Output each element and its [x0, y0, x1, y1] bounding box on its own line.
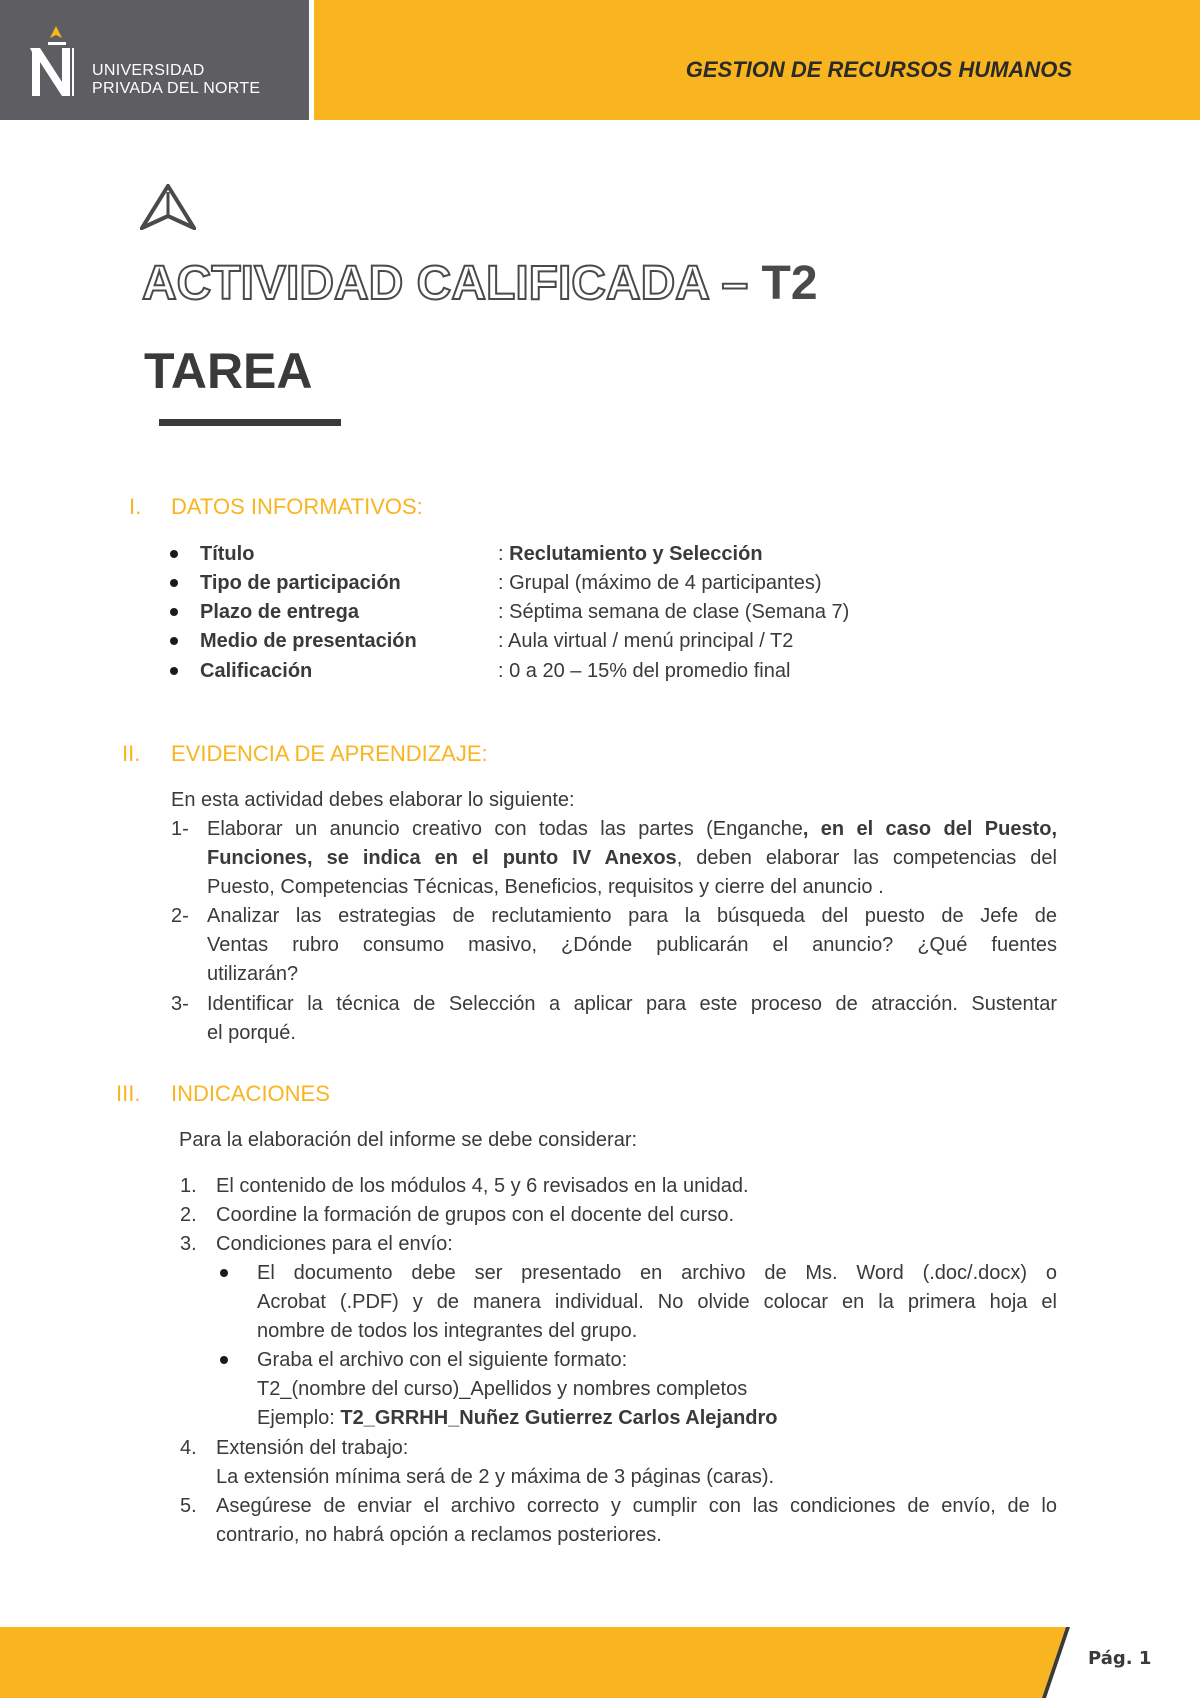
section2-title: EVIDENCIA DE APRENDIZAJE:: [171, 741, 488, 766]
evidence-item-1-line2: [207, 844, 1057, 873]
info-value: : 0 a 20 – 15% del promedio final: [498, 660, 791, 682]
evidence-item-2-line3: utilizarán?: [207, 963, 299, 985]
section2-intro: En esta actividad debes elaborar lo siguiente:: [171, 789, 575, 811]
text-run: Ejemplo:: [257, 1407, 341, 1429]
section1-number: I.: [129, 494, 142, 519]
info-value-text: Grupal (máximo de 4 participantes): [509, 572, 822, 594]
info-value-text: Reclutamiento y Selección: [509, 543, 763, 565]
evidence-item-2-line1: Analizar las estrategias de reclutamiento para la búsqueda del puesto de Jefe de: [207, 905, 1057, 927]
info-value-text: Séptima semana de clase (Semana 7): [509, 601, 850, 623]
university-logo-icon: [26, 26, 80, 98]
university-name: [92, 62, 260, 98]
evidence-item-3-line2: el porqué.: [207, 1022, 296, 1044]
university-line2: PRIVADA DEL NORTE: [92, 80, 261, 97]
text-run: Elaborar un anuncio creativo con todas las partes (Enganche: [207, 818, 803, 840]
activity-code: T2: [761, 257, 818, 310]
list-marker: 5.: [180, 1495, 197, 1517]
bullet-icon: [220, 1269, 228, 1277]
section3-intro: Para la elaboración del informe se debe considerar:: [179, 1129, 638, 1151]
activity-title: [142, 256, 818, 311]
indication-item-5-line1: Asegúrese de enviar el archivo correcto y cumplir con las condiciones de envío, de lo: [216, 1495, 1057, 1517]
info-label: Tipo de participación: [200, 572, 401, 594]
info-value-text: 0 a 20 – 15% del promedio final: [509, 660, 791, 682]
info-label: Título: [200, 543, 255, 565]
navigation-arrow-icon: [140, 184, 196, 230]
indication-item-1: El contenido de los módulos 4, 5 y 6 revisados en la unidad.: [216, 1175, 749, 1197]
bullet-icon: [170, 550, 178, 558]
footer-bar: [0, 1627, 1200, 1698]
sub-bullet-1-line2: Acrobat (.PDF) y de manera individual. No olvide colocar en la primera hoja el: [257, 1291, 1057, 1313]
sub-bullet-1-line3: nombre de todos los integrantes del grupo.: [257, 1320, 638, 1342]
evidence-item-3-line1: Identificar la técnica de Selección a aplicar para este proceso de atracción. Sustentar: [207, 993, 1057, 1015]
evidence-item-1-line1: [207, 815, 1057, 844]
list-marker: 4.: [180, 1437, 197, 1459]
evidence-item-2-line2: Ventas rubro consumo masivo, ¿Dónde publicarán el anuncio? ¿Qué fuentes: [207, 934, 1057, 956]
text-run-bold: Funciones, se indica en el punto IV Anexos: [207, 847, 677, 869]
sub-bullet-1-line1: El documento debe ser presentado en archivo de Ms. Word (.doc/.docx) o: [257, 1262, 1057, 1284]
section3-number: III.: [116, 1081, 141, 1106]
list-marker: 3.: [180, 1233, 197, 1255]
section2-number: II.: [122, 741, 141, 766]
indication-item-3: Condiciones para el envío:: [216, 1233, 453, 1255]
evidence-item-1-line3: Puesto, Competencias Técnicas, Beneficios, requisitos y cierre del anuncio .: [207, 876, 884, 898]
text-run: , deben elaborar las competencias del: [676, 847, 1057, 869]
title-underline: [159, 419, 341, 426]
course-title: GESTION DE RECURSOS HUMANOS: [685, 57, 1072, 82]
indication-item-4: Extensión del trabajo:: [216, 1437, 409, 1459]
list-marker: 2.: [180, 1204, 197, 1226]
bullet-icon: [170, 637, 178, 645]
bullet-icon: [170, 579, 178, 587]
info-label: Medio de presentación: [200, 630, 417, 652]
info-value: : Reclutamiento y Selección: [498, 543, 763, 565]
list-marker: 1-: [171, 818, 189, 840]
sub-bullet-2-line3: [257, 1404, 778, 1433]
info-value: : Aula virtual / menú principal / T2: [498, 630, 794, 652]
section3-title: INDICACIONES: [171, 1081, 330, 1106]
section1-title: DATOS INFORMATIVOS:: [171, 494, 423, 519]
info-value: : Séptima semana de clase (Semana 7): [498, 601, 850, 623]
info-value-text: Aula virtual / menú principal / T2: [508, 630, 794, 652]
bullet-icon: [220, 1356, 228, 1364]
activity-title-outline: ACTIVIDAD CALIFICADA –: [142, 257, 762, 310]
list-marker: 1.: [180, 1175, 197, 1197]
university-line1: UNIVERSIDAD: [92, 62, 205, 79]
text-run-bold: , en el caso del Puesto,: [802, 818, 1057, 840]
page-number: Pág. 1: [1088, 1648, 1152, 1669]
info-value: : Grupal (máximo de 4 participantes): [498, 572, 822, 594]
bullet-icon: [170, 667, 178, 675]
info-label: Plazo de entrega: [200, 601, 359, 623]
filename-example: T2_GRRHH_Nuñez Gutierrez Carlos Alejandro: [340, 1407, 778, 1429]
list-marker: 3-: [171, 993, 189, 1015]
list-marker: 2-: [171, 905, 189, 927]
info-label: Calificación: [200, 660, 313, 682]
indication-item-5-line2: contrario, no habrá opción a reclamos posteriores.: [216, 1524, 662, 1546]
bullet-icon: [170, 608, 178, 616]
tarea-heading: TAREA: [144, 343, 313, 399]
indication-item-4-detail: La extensión mínima será de 2 y máxima de 3 páginas (caras).: [216, 1466, 775, 1488]
sub-bullet-2-line1: Graba el archivo con el siguiente formato:: [257, 1349, 628, 1371]
indication-item-2: Coordine la formación de grupos con el docente del curso.: [216, 1204, 735, 1226]
sub-bullet-2-line2: T2_(nombre del curso)_Apellidos y nombres completos: [257, 1378, 748, 1400]
header-logo-panel: [0, 0, 309, 120]
